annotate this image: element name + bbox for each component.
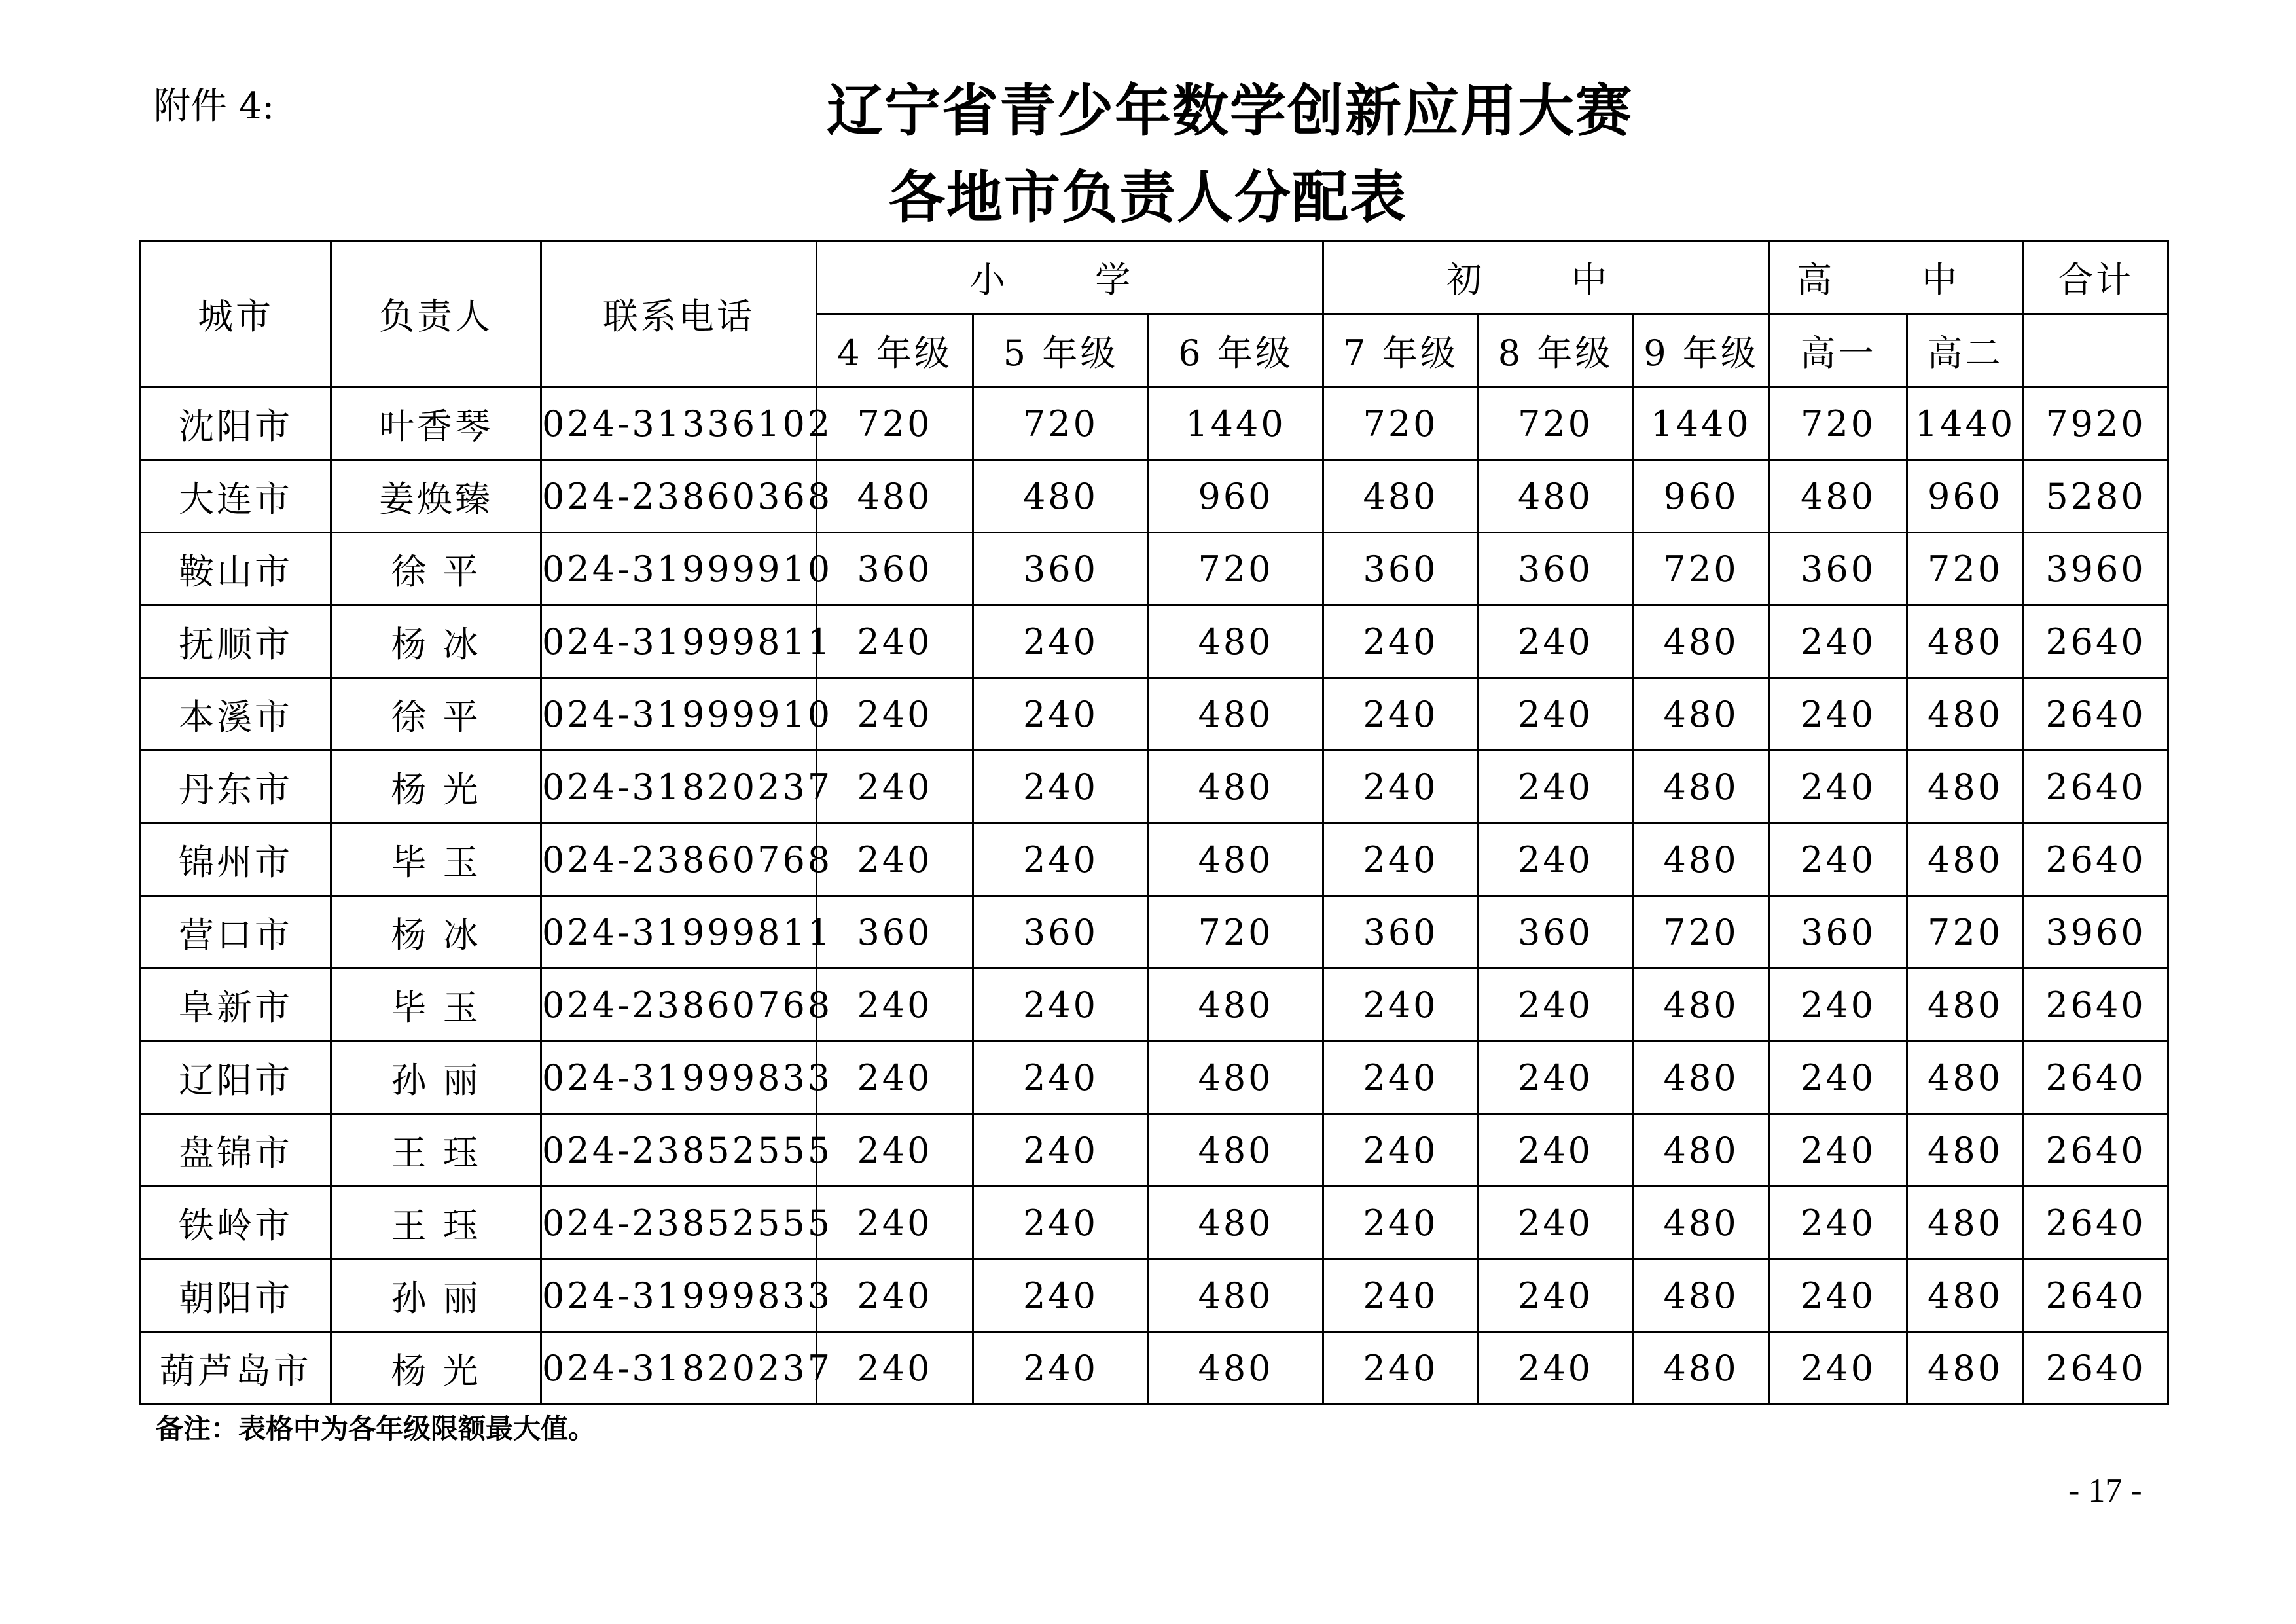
quota-cell: 720	[1907, 533, 2024, 605]
table-row	[141, 969, 2168, 1041]
quota-cell: 240	[973, 969, 1149, 1041]
person-cell: 王 珏	[331, 1187, 541, 1259]
city-cell: 盘锦市	[141, 1114, 331, 1187]
quota-cell: 240	[1323, 1259, 1479, 1332]
quota-cell: 480	[1149, 1332, 1323, 1405]
quota-cell: 240	[1479, 1041, 1633, 1114]
quota-cell: 480	[1633, 1041, 1770, 1114]
quota-cell: 480	[1149, 678, 1323, 751]
total-cell: 3960	[2024, 533, 2168, 605]
quota-cell: 960	[1149, 460, 1323, 533]
quota-cell: 360	[817, 533, 973, 605]
quota-cell: 360	[1479, 533, 1633, 605]
quota-cell: 240	[1479, 678, 1633, 751]
header-primary: 小 学	[817, 241, 1323, 314]
quota-cell: 240	[1479, 1187, 1633, 1259]
quota-cell: 360	[1770, 896, 1907, 969]
quota-cell: 1440	[1907, 388, 2024, 460]
quota-cell: 480	[1633, 678, 1770, 751]
quota-cell: 720	[1323, 388, 1479, 460]
city-cell: 大连市	[141, 460, 331, 533]
city-cell: 丹东市	[141, 751, 331, 823]
phone-cell: 024-31999910	[541, 533, 817, 605]
quota-cell: 240	[1479, 605, 1633, 678]
person-cell: 孙 丽	[331, 1259, 541, 1332]
quota-cell: 240	[973, 1332, 1149, 1405]
quota-cell: 240	[817, 823, 973, 896]
quota-cell: 1440	[1633, 388, 1770, 460]
quota-cell: 240	[817, 678, 973, 751]
table-note: 备注：表格中为各年级限额最大值。	[156, 1413, 596, 1445]
page-number: - 17 -	[2068, 1472, 2142, 1509]
table-row	[141, 1041, 2168, 1114]
quota-cell: 480	[1907, 1332, 2024, 1405]
total-cell: 5280	[2024, 460, 2168, 533]
quota-cell: 240	[817, 1041, 973, 1114]
total-cell: 2640	[2024, 1259, 2168, 1332]
quota-cell: 240	[1323, 1041, 1479, 1114]
quota-cell: 240	[1479, 969, 1633, 1041]
header-grade: 高二	[1907, 314, 2024, 388]
quota-cell: 720	[1770, 388, 1907, 460]
city-cell: 铁岭市	[141, 1187, 331, 1259]
phone-cell: 024-31336102	[541, 388, 817, 460]
phone-cell: 024-23852555	[541, 1114, 817, 1187]
person-cell: 叶香琴	[331, 388, 541, 460]
quota-cell: 720	[1149, 533, 1323, 605]
page-title	[0, 65, 2296, 147]
total-cell: 2640	[2024, 678, 2168, 751]
quota-cell: 480	[817, 460, 973, 533]
phone-cell: 024-23860768	[541, 823, 817, 896]
person-cell: 徐 平	[331, 533, 541, 605]
table-row	[141, 1114, 2168, 1187]
page-subtitle: 各地市负责人分配表	[889, 165, 1407, 230]
header-row-1	[141, 241, 2168, 314]
quota-cell: 480	[1907, 1114, 2024, 1187]
quota-cell: 360	[817, 896, 973, 969]
quota-cell: 240	[817, 1259, 973, 1332]
quota-cell: 480	[1149, 751, 1323, 823]
header-grade: 9 年级	[1633, 314, 1770, 388]
quota-cell: 960	[1633, 460, 1770, 533]
header-total-empty	[2024, 314, 2168, 388]
table-body	[141, 241, 2168, 1405]
quota-cell: 720	[1633, 896, 1770, 969]
table-row	[141, 751, 2168, 823]
quota-cell: 240	[1323, 605, 1479, 678]
quota-cell: 240	[1479, 751, 1633, 823]
city-cell: 朝阳市	[141, 1259, 331, 1332]
city-cell: 锦州市	[141, 823, 331, 896]
total-cell: 2640	[2024, 1187, 2168, 1259]
quota-cell: 240	[973, 751, 1149, 823]
quota-cell: 360	[1479, 896, 1633, 969]
total-cell: 2640	[2024, 605, 2168, 678]
table-row	[141, 605, 2168, 678]
phone-cell: 024-23860768	[541, 969, 817, 1041]
header-senior: 高 中	[1770, 241, 2024, 314]
total-cell: 2640	[2024, 969, 2168, 1041]
phone-cell: 024-31999811	[541, 605, 817, 678]
person-cell: 杨 光	[331, 1332, 541, 1405]
quota-cell: 480	[1907, 1041, 2024, 1114]
city-cell: 阜新市	[141, 969, 331, 1041]
quota-cell: 720	[1633, 533, 1770, 605]
quota-cell: 240	[1323, 1187, 1479, 1259]
table-row	[141, 1259, 2168, 1332]
quota-cell: 480	[1633, 969, 1770, 1041]
city-cell: 沈阳市	[141, 388, 331, 460]
header-grade: 8 年级	[1479, 314, 1633, 388]
person-cell: 王 珏	[331, 1114, 541, 1187]
quota-cell: 240	[973, 605, 1149, 678]
table-row	[141, 678, 2168, 751]
quota-cell: 720	[1149, 896, 1323, 969]
header-grade: 7 年级	[1323, 314, 1479, 388]
quota-cell: 480	[1770, 460, 1907, 533]
header-grade: 4 年级	[817, 314, 973, 388]
table-row	[141, 533, 2168, 605]
header-person: 负责人	[331, 241, 541, 388]
quota-cell: 240	[973, 678, 1149, 751]
total-cell: 2640	[2024, 751, 2168, 823]
quota-cell: 480	[1907, 1187, 2024, 1259]
quota-cell: 240	[817, 969, 973, 1041]
quota-cell: 960	[1907, 460, 2024, 533]
total-cell: 2640	[2024, 1114, 2168, 1187]
person-cell: 姜焕臻	[331, 460, 541, 533]
quota-cell: 240	[1770, 1259, 1907, 1332]
phone-cell: 024-31999811	[541, 896, 817, 969]
quota-cell: 240	[1770, 1187, 1907, 1259]
quota-cell: 240	[1323, 751, 1479, 823]
quota-cell: 240	[973, 1187, 1149, 1259]
quota-cell: 480	[1149, 1114, 1323, 1187]
quota-cell: 480	[1149, 1187, 1323, 1259]
phone-cell: 024-23852555	[541, 1187, 817, 1259]
quota-cell: 240	[1323, 1114, 1479, 1187]
quota-cell: 480	[973, 460, 1149, 533]
quota-cell: 240	[1323, 969, 1479, 1041]
total-cell: 2640	[2024, 1041, 2168, 1114]
quota-cell: 360	[1323, 533, 1479, 605]
quota-cell: 240	[1479, 1259, 1633, 1332]
quota-cell: 360	[973, 896, 1149, 969]
total-cell: 2640	[2024, 823, 2168, 896]
quota-cell: 480	[1633, 1187, 1770, 1259]
phone-cell: 024-31820237	[541, 751, 817, 823]
person-cell: 杨 冰	[331, 605, 541, 678]
quota-cell: 1440	[1149, 388, 1323, 460]
quota-cell: 240	[1323, 678, 1479, 751]
quota-cell: 480	[1907, 823, 2024, 896]
quota-cell: 480	[1633, 823, 1770, 896]
phone-cell: 024-23860368	[541, 460, 817, 533]
title-line-1: 辽宁省青少年数学创新应用大赛	[827, 79, 1633, 144]
allocation-table	[139, 240, 2169, 1405]
quota-cell: 480	[1479, 460, 1633, 533]
quota-cell: 240	[1770, 678, 1907, 751]
table-row	[141, 388, 2168, 460]
table-row	[141, 896, 2168, 969]
total-cell: 7920	[2024, 388, 2168, 460]
quota-cell: 240	[817, 1114, 973, 1187]
phone-cell: 024-31999833	[541, 1259, 817, 1332]
header-grade: 6 年级	[1149, 314, 1323, 388]
quota-cell: 240	[817, 1332, 973, 1405]
person-cell: 徐 平	[331, 678, 541, 751]
quota-cell: 480	[1907, 678, 2024, 751]
quota-cell: 240	[1770, 751, 1907, 823]
header-grade: 5 年级	[973, 314, 1149, 388]
header-total: 合计	[2024, 241, 2168, 314]
quota-cell: 480	[1907, 969, 2024, 1041]
city-cell: 辽阳市	[141, 1041, 331, 1114]
person-cell: 杨 光	[331, 751, 541, 823]
quota-cell: 240	[1770, 1041, 1907, 1114]
table-row	[141, 1332, 2168, 1405]
quota-cell: 240	[817, 605, 973, 678]
quota-cell: 240	[1479, 823, 1633, 896]
quota-cell: 480	[1149, 605, 1323, 678]
total-cell: 3960	[2024, 896, 2168, 969]
quota-cell: 240	[973, 823, 1149, 896]
header-grade: 高一	[1770, 314, 1907, 388]
quota-cell: 480	[1633, 1259, 1770, 1332]
person-cell: 毕 玉	[331, 969, 541, 1041]
quota-cell: 480	[1149, 1041, 1323, 1114]
quota-cell: 240	[1770, 1332, 1907, 1405]
quota-cell: 240	[1323, 823, 1479, 896]
quota-cell: 240	[1770, 969, 1907, 1041]
quota-cell: 480	[1633, 1332, 1770, 1405]
quota-cell: 480	[1907, 1259, 2024, 1332]
quota-cell: 240	[973, 1259, 1149, 1332]
quota-cell: 720	[817, 388, 973, 460]
phone-cell: 024-31820237	[541, 1332, 817, 1405]
quota-cell: 720	[973, 388, 1149, 460]
city-cell: 抚顺市	[141, 605, 331, 678]
phone-cell: 024-31999910	[541, 678, 817, 751]
total-cell: 2640	[2024, 1332, 2168, 1405]
quota-cell: 240	[817, 751, 973, 823]
quota-cell: 240	[1770, 1114, 1907, 1187]
attachment-label: 附件 4:	[154, 85, 275, 128]
quota-cell: 480	[1633, 605, 1770, 678]
quota-cell: 240	[973, 1114, 1149, 1187]
quota-cell: 720	[1479, 388, 1633, 460]
quota-cell: 240	[1770, 823, 1907, 896]
header-phone: 联系电话	[541, 241, 817, 388]
header-junior: 初 中	[1323, 241, 1770, 314]
quota-cell: 360	[1770, 533, 1907, 605]
table-row	[141, 460, 2168, 533]
quota-cell: 480	[1323, 460, 1479, 533]
table-row	[141, 823, 2168, 896]
quota-cell: 480	[1149, 1259, 1323, 1332]
city-cell: 鞍山市	[141, 533, 331, 605]
quota-cell: 480	[1907, 751, 2024, 823]
quota-cell: 240	[1479, 1332, 1633, 1405]
person-cell: 孙 丽	[331, 1041, 541, 1114]
quota-cell: 480	[1633, 751, 1770, 823]
quota-cell: 360	[973, 533, 1149, 605]
phone-cell: 024-31999833	[541, 1041, 817, 1114]
quota-cell: 480	[1149, 823, 1323, 896]
person-cell: 杨 冰	[331, 896, 541, 969]
header-city: 城市	[141, 241, 331, 388]
quota-cell: 240	[1770, 605, 1907, 678]
table-row	[141, 1187, 2168, 1259]
quota-cell: 480	[1149, 969, 1323, 1041]
quota-cell: 480	[1633, 1114, 1770, 1187]
quota-cell: 720	[1907, 896, 2024, 969]
quota-cell: 240	[817, 1187, 973, 1259]
quota-cell: 360	[1323, 896, 1479, 969]
city-cell: 营口市	[141, 896, 331, 969]
quota-cell: 240	[1323, 1332, 1479, 1405]
city-cell: 葫芦岛市	[141, 1332, 331, 1405]
quota-cell: 240	[1479, 1114, 1633, 1187]
city-cell: 本溪市	[141, 678, 331, 751]
quota-cell: 480	[1907, 605, 2024, 678]
person-cell: 毕 玉	[331, 823, 541, 896]
quota-cell: 240	[973, 1041, 1149, 1114]
